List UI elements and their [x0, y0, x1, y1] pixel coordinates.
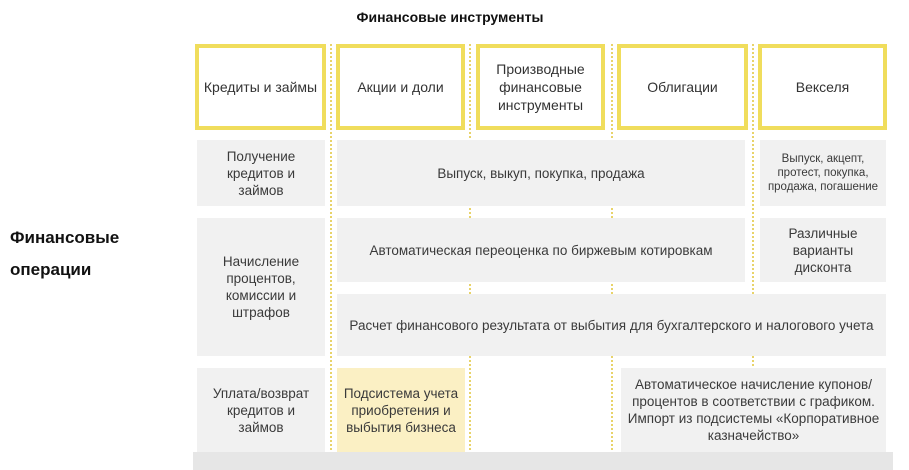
header-bonds: Облигации	[617, 44, 748, 130]
cell-revaluation: Автоматическая переоценка по биржевым котировкам	[337, 218, 745, 282]
bottom-strip	[193, 452, 893, 470]
diagram-title: Финансовые инструменты	[356, 9, 544, 25]
cell-discount: Различные варианты дисконта	[760, 218, 886, 282]
header-bills: Векселя	[758, 44, 887, 130]
operation-accrue-interest: Начисление процентов, комиссии и штрафов	[197, 218, 325, 356]
cell-coupons-accrual: Автоматическое начисление купонов/процентов в соответствии с графиком. Импорт из подсистемы «Корпоративное казначейство»	[621, 368, 886, 452]
column-separator	[330, 44, 332, 454]
cell-bills-operations: Выпуск, акцепт, протест, покупка, продажа, погашение	[760, 140, 886, 206]
header-credits-loans: Кредиты и займы	[195, 44, 326, 130]
financial-operations-label: Финансовые операции	[10, 228, 120, 279]
header-shares: Акции и доли	[336, 44, 465, 130]
operation-repay-loans: Уплата/возврат кредитов и займов	[197, 368, 325, 452]
operation-receive-loans: Получение кредитов и займов	[197, 140, 325, 206]
cell-issue-buyback: Выпуск, выкуп, покупка, продажа	[337, 140, 745, 206]
header-derivatives: Производные финансовые инструменты	[476, 44, 605, 130]
cell-business-subsystem: Подсистема учета приобретения и выбытия бизнеса	[337, 368, 465, 452]
cell-financial-result: Расчет финансового результата от выбытия для бухгалтерского и налогового учета	[337, 294, 886, 356]
